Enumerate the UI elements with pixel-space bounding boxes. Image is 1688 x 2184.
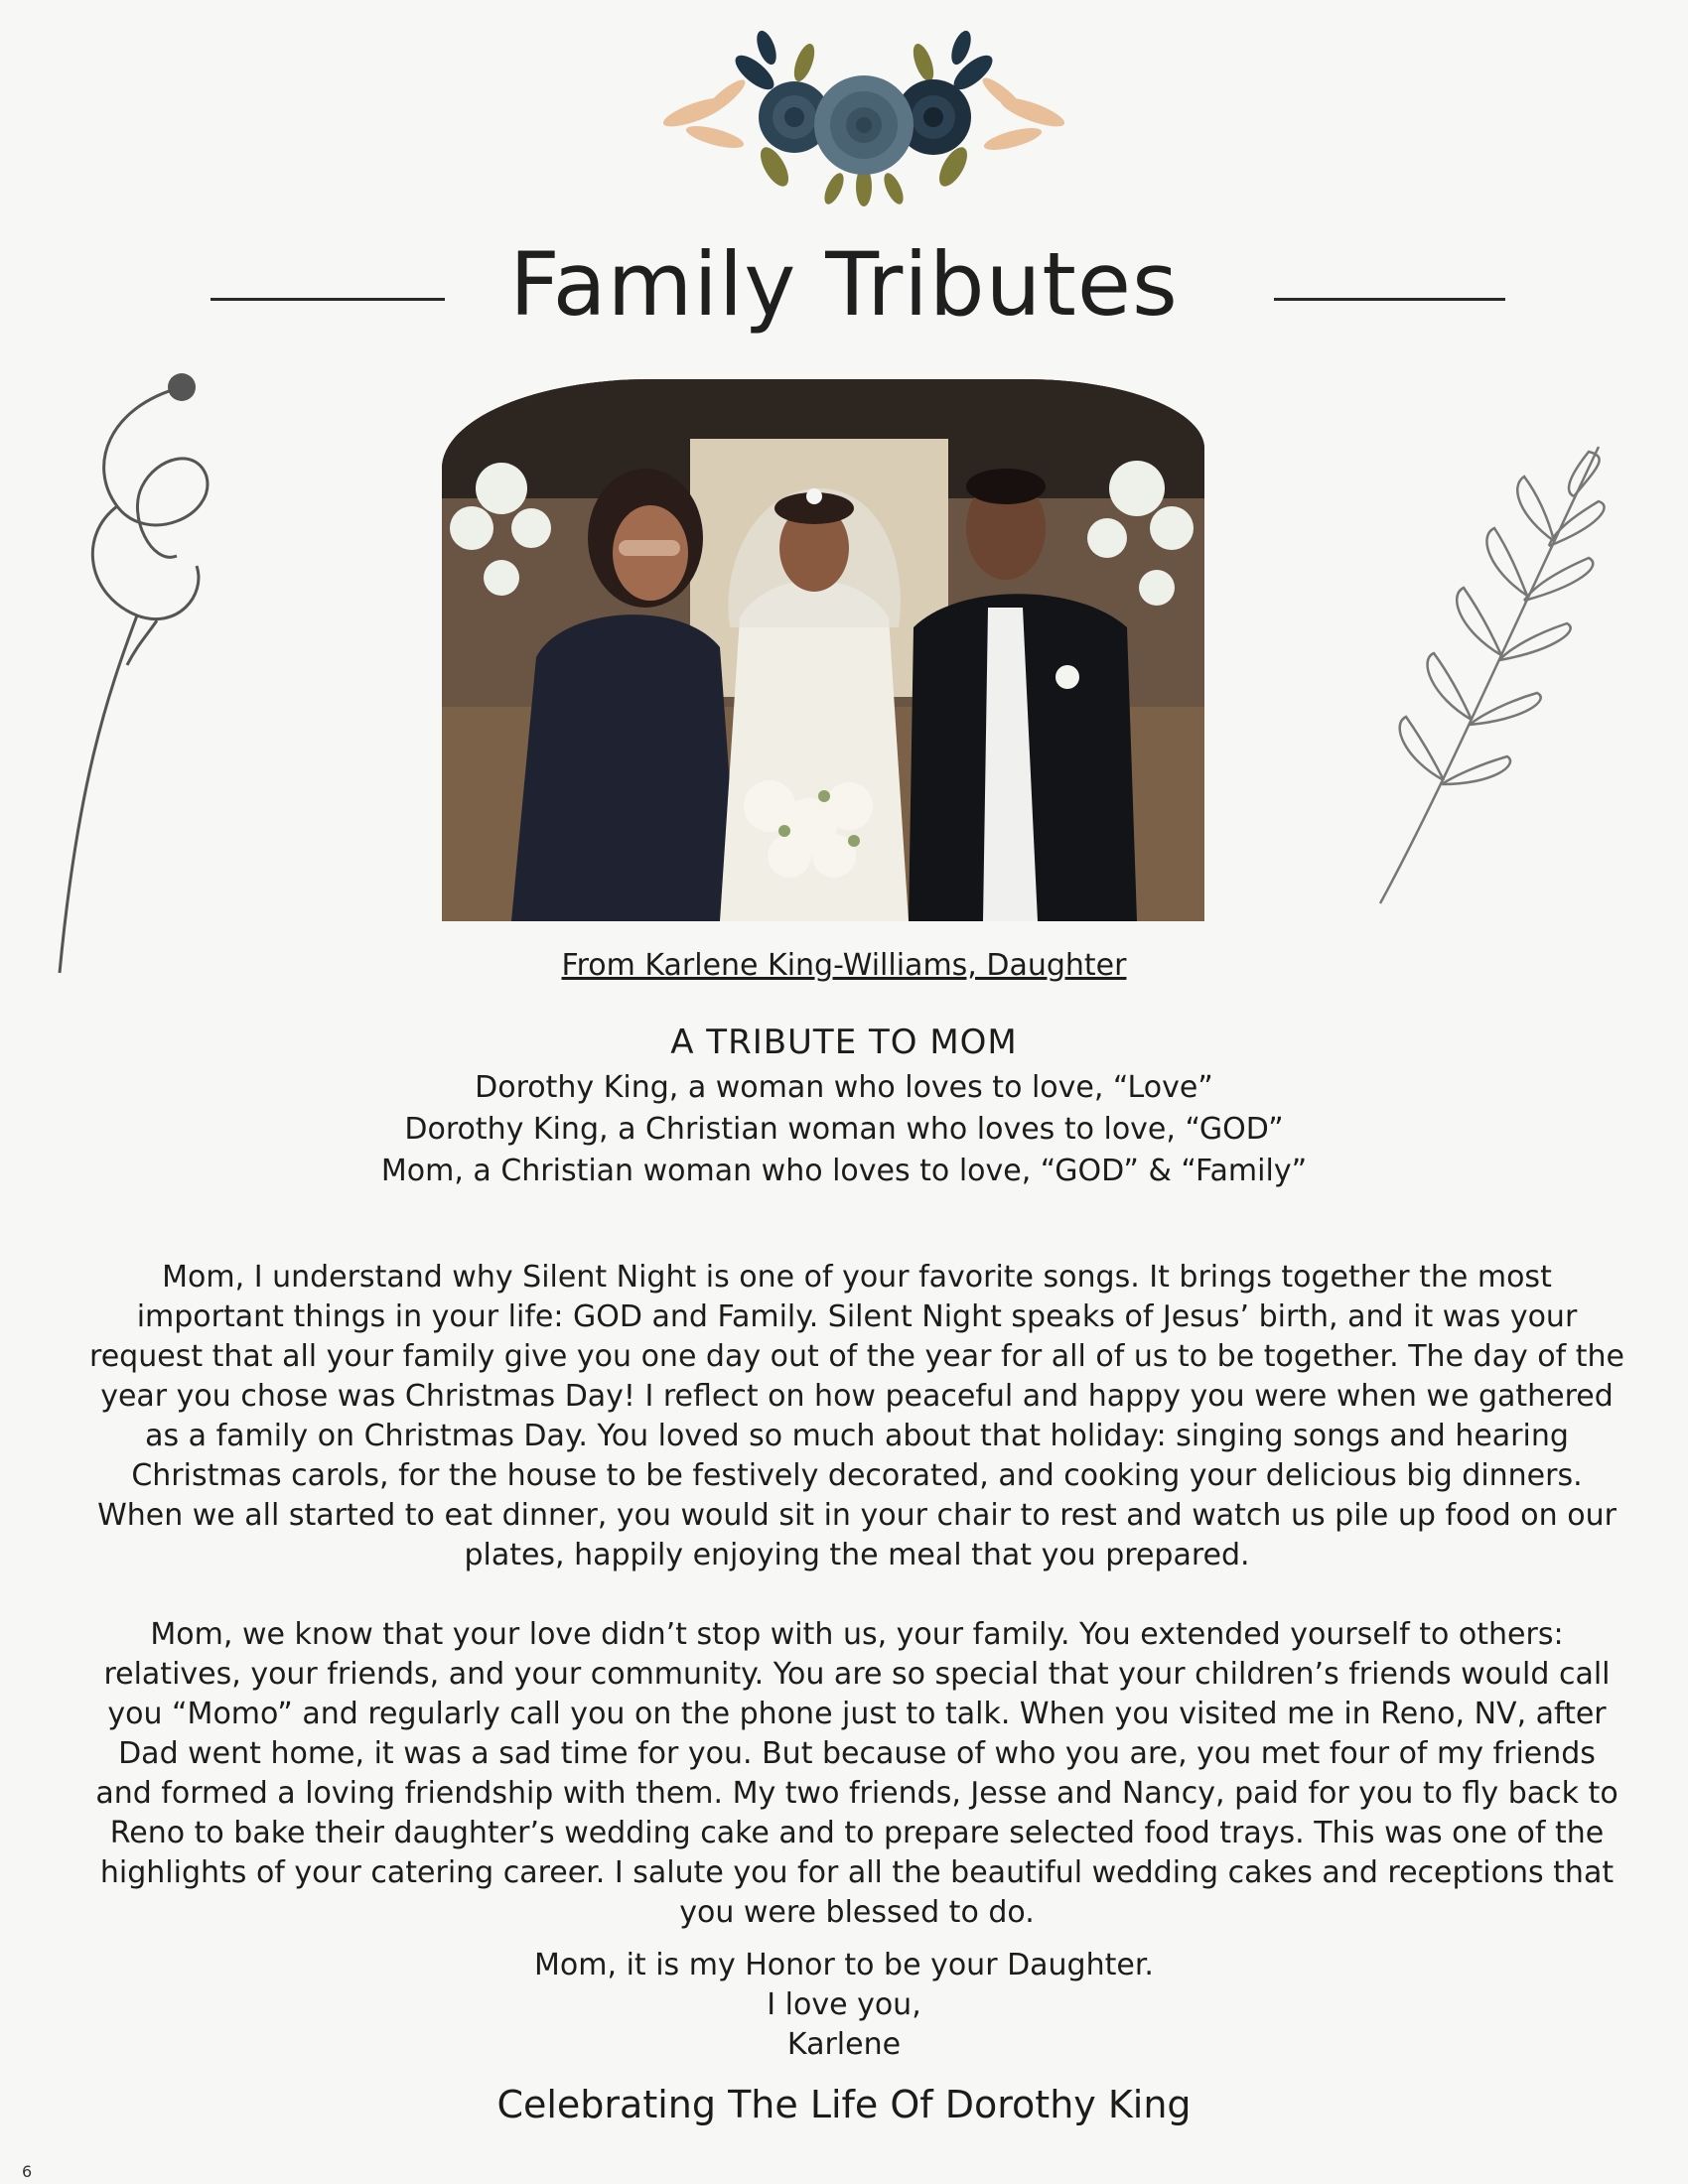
footer-celebration: Celebrating The Life Of Dorothy King — [496, 2083, 1192, 2126]
signature-name: Karlene — [786, 2027, 902, 2062]
family-wedding-photo — [442, 379, 1204, 921]
floral-bouquet-icon — [655, 18, 1072, 216]
tribute-paragraph-christmas: Mom, I understand why Silent Night is one of your favorite songs. It brings together the most important things in your life: GOD and Family. Silent Night speaks of Jesus’ birth, and it was your request that all your family give you one day out of the year for all of us to be together. The day of the year you chose was Christmas Day! I reflect on how peaceful and happy you were when we gathered as a family on Christmas Day. You loved so much about that holiday: singing songs and hearing Christmas carols, for the house to be festively decorated, and cooking your delicious big dinners. When we all started to eat dinner, you would sit in your chair to rest and watch us pile up food on our plates, happily enjoying the meal that you prepared. — [89, 1260, 1624, 1572]
title-row — [0, 233, 1688, 362]
tribute-line: Mom, a Christian woman who loves to love, “GOD” & “Family” — [380, 1154, 1308, 1188]
title-divider-right — [1274, 298, 1505, 301]
leaf-branch-illustration — [1360, 437, 1618, 913]
page-title: Family Tributes — [509, 233, 1179, 336]
closing-line: I love you, — [767, 1987, 921, 2022]
byline: From Karlene King-Williams, Daughter — [561, 948, 1127, 983]
closing-line: Mom, it is my Honor to be your Daughter. — [534, 1948, 1154, 1982]
page-number: 6 — [22, 2162, 33, 2181]
tribute-lines — [0, 1067, 1688, 1192]
tribute-line: Dorothy King, a woman who loves to love, “Love” — [475, 1070, 1213, 1105]
tribute-line: Dorothy King, a Christian woman who loves to love, “GOD” — [404, 1112, 1284, 1147]
tribute-paragraph-friends: Mom, we know that your love didn’t stop with us, your family. You extended yourself to others: relatives, your friends, and your community. You are so special that your children’s friends would call you “Momo” and regularly call you on the phone just to talk. When you visited me in Reno, NV, after Dad went home, it was a sad time for you. But because of who you are, you met four of my friends and formed a loving friendship with them. My two friends, Jesse and Nancy, paid for you to fly back to Reno to bake their daughter’s wedding cake and to prepare selected food trays. This was one of the highlights of your catering career. I salute you for all the beautiful wedding cakes and receptions that you were blessed to do. — [95, 1617, 1618, 1930]
rose-stem-illustration — [48, 367, 236, 983]
closing-block — [0, 1946, 1688, 2065]
tribute-heading: A TRIBUTE TO MOM — [670, 1023, 1018, 1062]
